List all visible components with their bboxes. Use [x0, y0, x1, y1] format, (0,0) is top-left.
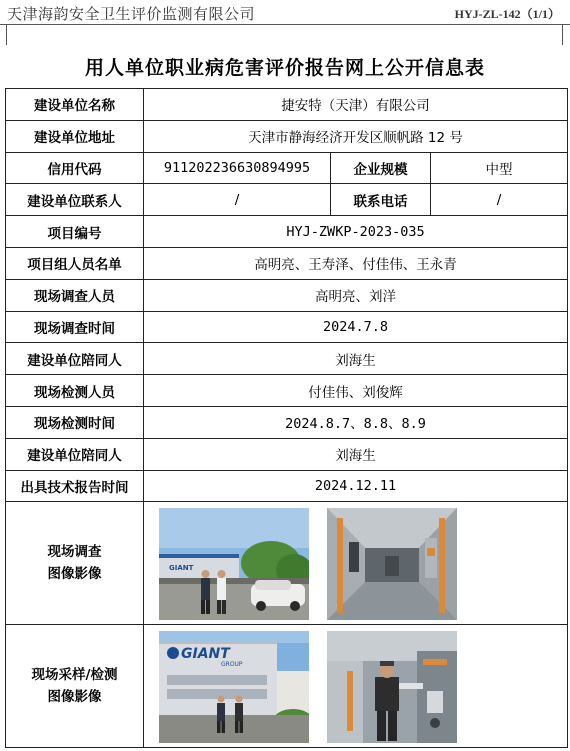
page-title: 用人单位职业病危害评价报告网上公开信息表 [84, 57, 485, 79]
table-row [6, 216, 568, 248]
survey-photo-indoor [327, 508, 457, 620]
table-row [6, 311, 568, 343]
giant-logo: GIANT [169, 564, 194, 573]
row-value: / [144, 184, 331, 216]
table-row [6, 247, 568, 279]
row-label: 现场检测人员 [6, 375, 144, 407]
row-value: 高明亮、刘洋 [144, 279, 568, 311]
row-label: 建设单位地址 [6, 120, 144, 152]
info-table [5, 88, 568, 748]
row-label: 出具技术报告时间 [6, 470, 144, 502]
row-label [6, 502, 144, 625]
table-row [6, 184, 568, 216]
header-divider [0, 24, 570, 25]
document-number: HYJ-ZL-142（1/1） [454, 7, 560, 21]
sampling-photo-outdoor [159, 631, 309, 743]
corner-mark-left [6, 25, 7, 45]
row-label: 建设单位陪同人 [6, 438, 144, 470]
table-row [6, 406, 568, 438]
table-row [6, 343, 568, 375]
row-label: 现场调查时间 [6, 311, 144, 343]
row-label-line: 图像影像 [47, 689, 102, 706]
row-value: 高明亮、王寿泽、付佳伟、王永青 [144, 247, 568, 279]
row-label: 项目组人员名单 [6, 247, 144, 279]
table-row [6, 375, 568, 407]
row-label-line: 图像影像 [47, 566, 102, 583]
row-value: 2024.8.7、8.8、8.9 [144, 406, 568, 438]
row-value: 刘海生 [144, 343, 568, 375]
survey-photo-outdoor [159, 508, 309, 620]
table-row-survey-images [6, 502, 568, 625]
table-row [6, 120, 568, 152]
table-row [6, 152, 568, 184]
document-header [0, 0, 570, 26]
company-name: 天津海韵安全卫生评价监测有限公司 [7, 5, 256, 23]
row-label: 现场检测时间 [6, 406, 144, 438]
table-row-sampling-images [6, 625, 568, 748]
row-label: 建设单位陪同人 [6, 343, 144, 375]
row-label: 建设单位名称 [6, 89, 144, 121]
row-value: HYJ-ZWKP-2023-035 [144, 216, 568, 248]
table-row [6, 279, 568, 311]
image-cell [144, 625, 568, 748]
row-value: 2024.12.11 [144, 470, 568, 502]
row-label: 建设单位联系人 [6, 184, 144, 216]
table-row [6, 438, 568, 470]
row-label: 信用代码 [6, 152, 144, 184]
row-label: 项目编号 [6, 216, 144, 248]
giant-logo-sub: GROUP [221, 661, 243, 669]
row-label-line: 现场采样/检测 [31, 667, 118, 684]
corner-mark-right [562, 25, 563, 45]
sampling-photo-indoor [327, 631, 457, 743]
row-value: 捷安特（天津）有限公司 [144, 89, 568, 121]
row-value: 2024.7.8 [144, 311, 568, 343]
row-value: 付佳伟、刘俊辉 [144, 375, 568, 407]
row-label [6, 625, 144, 748]
row-value: 天津市静海经济开发区顺帆路 12 号 [144, 120, 568, 152]
row-value: 911202236630894995 [144, 152, 331, 184]
table-row [6, 470, 568, 502]
giant-logo: GIANT [181, 646, 230, 663]
row-label-line: 现场调查 [47, 544, 102, 561]
row-label: 联系电话 [331, 184, 431, 216]
row-value: 中型 [431, 152, 568, 184]
row-label: 企业规模 [331, 152, 431, 184]
row-value: 刘海生 [144, 438, 568, 470]
table-row [6, 89, 568, 121]
row-label: 现场调查人员 [6, 279, 144, 311]
image-cell [144, 502, 568, 625]
row-value: / [431, 184, 568, 216]
